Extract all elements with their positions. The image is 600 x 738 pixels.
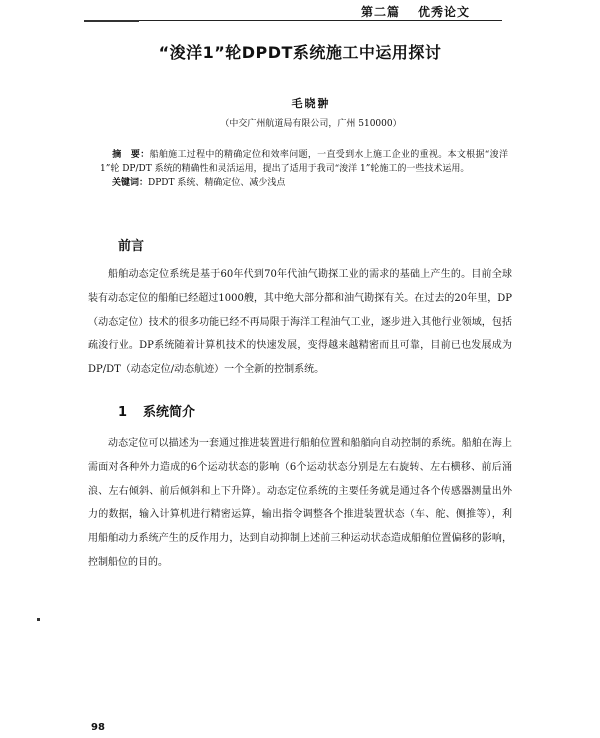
article-title: “浚洋1”轮DPDT系统施工中运用探讨: [158, 43, 442, 62]
paragraph: 船舶动态定位系统是基于60年代到70年代油气勘探工业的需求的基础上产生的。目前全球装有动态定位的船舶已经超过1000艘，其中绝大部分都和油气勘探有关。在过去的20年里，DP（动态定位）技术的很多功能已经不再局限于海洋工程油气工业，逐步进入其他行业领域，包括疏浚行业。DP系统随着计算机技术的快速发展，变得越来越精密而且可靠，目前已也发展成为DP/DT（动态定位/动态航迹）一个全新的控制系统。: [88, 269, 512, 376]
abstract-text: 船舶施工过程中的精确定位和效率问题，一直受到水上施工企业的重视。本文根据“浚洋 1”轮 DP/DT 系统的精确性和灵活运用，提出了适用于我司“浚洋 1”轮施工的一些技术运用。: [100, 150, 508, 174]
paragraph: 动态定位可以描述为一套通过推进装置进行船舶位置和船艏向自动控制的系统。船舶在海上需面对各种外力造成的6个运动状态的影响（6个运动状态分别是左右旋转、左右横移、前后涌浪、左右倾斜、前后倾斜和上下升降）。动态定位系统的主要任务就是通过各个传感器测量出外力的数据，输入计算机进行精密运算，输出指令调整各个推进装置状态（车、舵、侧推等），利用船舶动力系统产生的反作用力，达到自动抑制上述前三种运动状态造成船舶位置偏移的影响，控制船位的目的。: [88, 438, 512, 568]
section-number: 1: [118, 405, 128, 420]
page-number: 98: [91, 722, 105, 733]
header-part: 第二篇: [361, 5, 401, 19]
article-author: 毛晓翀: [291, 97, 331, 110]
running-header-text: [361, 3, 470, 20]
abstract: [100, 148, 508, 176]
header-section: 优秀论文: [418, 5, 471, 19]
article-affiliation: （中交广州航道局有限公司，广州 510000）: [220, 119, 402, 129]
scan-speck: [37, 618, 40, 621]
header-rule: [84, 20, 502, 21]
keywords-text: DPDT 系统、精确定位、减少浅点: [148, 178, 286, 188]
abstract-label: 摘 要：: [112, 150, 150, 160]
section-title: 系统简介: [143, 405, 196, 420]
section-heading-preface: 前言: [118, 239, 145, 254]
keywords: [112, 176, 508, 190]
section-heading-system-intro: [118, 401, 195, 420]
keywords-label: 关键词：: [112, 178, 149, 188]
section-body-system-intro: [88, 432, 512, 575]
abstract-block: [100, 148, 508, 190]
section-body-preface: [88, 263, 512, 382]
